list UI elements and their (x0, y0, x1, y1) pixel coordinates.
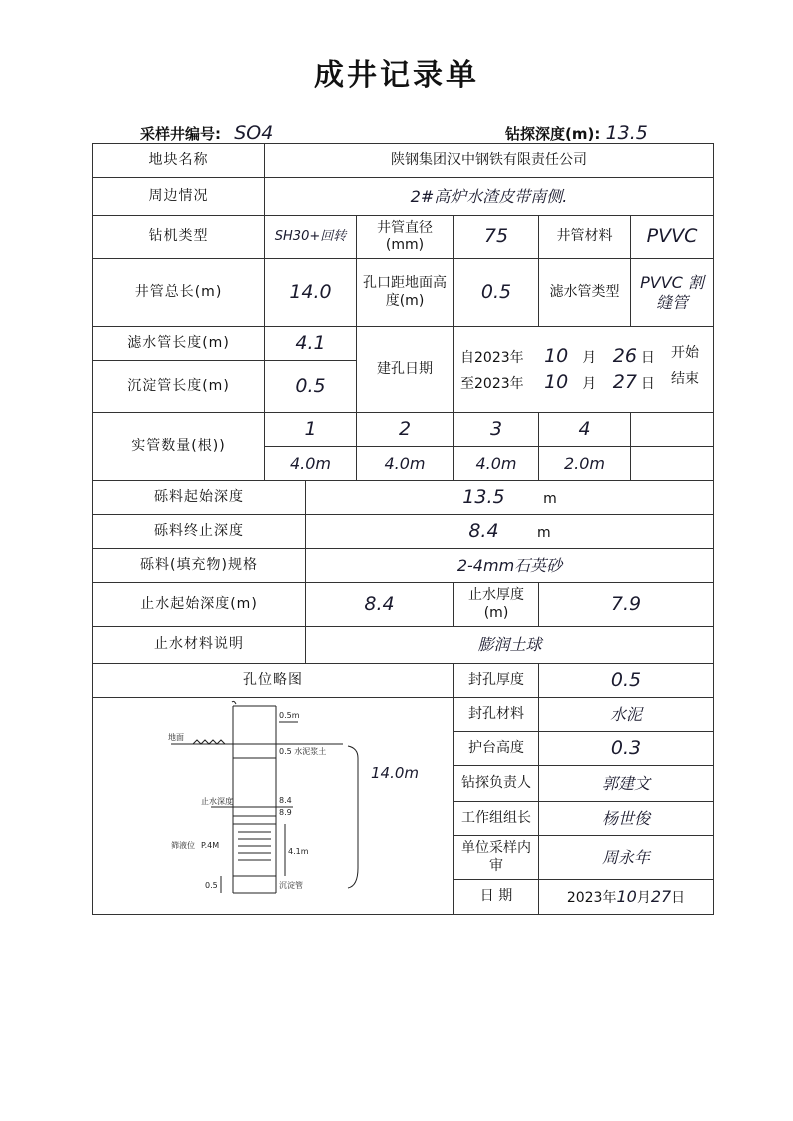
gravel-end-value: 8.4 (468, 519, 499, 542)
seal-material-value: 膨润土球 (306, 627, 714, 664)
gravel-spec-value: 2-4mm石英砂 (306, 549, 714, 583)
collar-height-label: 孔口距地面高度(m) (357, 259, 454, 327)
start-month: 10 (544, 344, 569, 367)
casing-lip-mark (232, 701, 236, 704)
reviewer-label: 单位采样内审 (454, 836, 539, 880)
solid-pipe-length-empty (631, 447, 714, 481)
pipe-material-label: 井管材料 (539, 216, 631, 259)
screen-length-label: 滤水管长度(m) (93, 327, 265, 361)
pad-height-label: 护台高度 (454, 732, 539, 766)
end-prefix: 至2023年 (460, 375, 524, 392)
borehole-sketch (93, 698, 445, 915)
sketch-screen-label: 筛液位 (171, 841, 195, 850)
date-year: 2023年 (566, 889, 617, 906)
gravel-start-cell (306, 481, 714, 515)
pipe-material-value: PVVC (631, 216, 714, 259)
surroundings-label: 周边情况 (93, 178, 265, 216)
date-label: 日 期 (454, 880, 539, 915)
sketch-d-89: 8.9 (279, 808, 292, 817)
gravel-start-label: 砾料起始深度 (93, 481, 306, 515)
date-value (539, 880, 714, 915)
start-prefix: 自2023年 (460, 349, 524, 366)
sketch-p4m: P.4M (201, 841, 220, 850)
solid-pipe-num-1: 1 (265, 413, 357, 447)
pipe-length-value: 14.0 (265, 259, 357, 327)
sketch-ground-label: 地面 (168, 733, 184, 742)
end-day: 27 (612, 370, 637, 393)
gravel-end-cell (306, 515, 714, 549)
solid-pipe-num-2: 2 (357, 413, 454, 447)
screen-type-label: 滤水管类型 (539, 259, 631, 327)
build-date-range (454, 327, 714, 413)
sketch-label: 孔位略图 (93, 664, 454, 698)
well-number-field (140, 122, 273, 144)
well-number-value: SO4 (234, 122, 274, 144)
end-month: 10 (544, 370, 569, 393)
gravel-spec-label: 砾料(填充物)规格 (93, 549, 306, 583)
well-record-table (92, 143, 714, 915)
sketch-total-depth: 14.0m (371, 764, 420, 782)
plug-material-label: 封孔材料 (454, 698, 539, 732)
solid-pipe-length-3: 4.0m (454, 447, 539, 481)
build-date-end (454, 371, 711, 395)
rig-type-value: SH30+回转 (265, 216, 357, 259)
driller-label: 钻探负责人 (454, 766, 539, 802)
solid-pipe-num-3: 3 (454, 413, 539, 447)
build-date-start (454, 345, 711, 369)
seal-start-label: 止水起始深度(m) (93, 583, 306, 627)
gravel-end-label: 砾料终止深度 (93, 515, 306, 549)
solid-pipe-length-2: 4.0m (357, 447, 454, 481)
gravel-end-unit: m (537, 524, 551, 541)
borehole-sketch-cell (93, 698, 454, 915)
start-day: 26 (612, 344, 637, 367)
rig-type-label: 钻机类型 (93, 216, 265, 259)
pipe-diameter-value: 75 (454, 216, 539, 259)
sump-length-label: 沉淀管长度(m) (93, 361, 265, 413)
ground-hatch (193, 740, 225, 744)
drill-depth-value: 13.5 (605, 122, 648, 144)
sketch-d-41: 4.1m (288, 847, 309, 856)
collar-height-value: 0.5 (454, 259, 539, 327)
surroundings-value: 2#高炉水渣皮带南侧. (265, 178, 714, 216)
site-name-label: 地块名称 (93, 144, 265, 178)
solid-pipe-num-4: 4 (539, 413, 631, 447)
solid-pipe-length-4: 2.0m (539, 447, 631, 481)
sketch-d-05m: 0.5m (279, 711, 300, 720)
date-day-char: 日 (671, 889, 686, 906)
sketch-d-05: 0.5 (205, 881, 218, 890)
solid-pipe-num-empty (631, 413, 714, 447)
drill-depth-label: 钻探深度(m): (505, 125, 601, 143)
pad-height-value: 0.3 (539, 732, 714, 766)
plug-material-value: 水泥 (539, 698, 714, 732)
plug-thickness-value: 0.5 (539, 664, 714, 698)
end-day-char: 日 (640, 375, 655, 392)
date-day: 27 (650, 886, 672, 906)
pipe-diameter-label: 井管直径(mm) (357, 216, 454, 259)
leader-value: 杨世俊 (539, 802, 714, 836)
driller-value: 郭建文 (539, 766, 714, 802)
seal-material-label: 止水材料说明 (93, 627, 306, 664)
sump-length-value: 0.5 (265, 361, 357, 413)
leader-label: 工作组组长 (454, 802, 539, 836)
gravel-start-value: 13.5 (462, 485, 505, 508)
start-label: 开始 (671, 344, 699, 361)
start-day-char: 日 (640, 349, 655, 366)
sketch-d-84: 8.4 (279, 796, 292, 805)
seal-thickness-label: 止水厚度(m) (454, 583, 539, 627)
seal-start-value: 8.4 (306, 583, 454, 627)
plug-thickness-label: 封孔厚度 (454, 664, 539, 698)
start-month-char: 月 (582, 349, 597, 366)
seal-thickness-value: 7.9 (539, 583, 714, 627)
end-month-char: 月 (582, 375, 597, 392)
end-label: 结束 (671, 370, 699, 387)
well-number-label: 采样井编号: (140, 125, 221, 143)
page-title: 成井记录单 (314, 58, 479, 93)
build-date-label: 建孔日期 (357, 327, 454, 413)
site-name-value: 陕钢集团汉中钢铁有限责任公司 (265, 144, 714, 178)
date-month: 10 (616, 886, 637, 906)
pipe-length-label: 井管总长(m) (93, 259, 265, 327)
drill-depth-field (505, 122, 648, 144)
screen-type-value: PVVC 割缝管 (631, 259, 714, 327)
gravel-start-unit: m (543, 490, 557, 507)
sketch-sump-label: 沉淀管 (279, 881, 303, 890)
screen-length-value: 4.1 (265, 327, 357, 361)
total-depth-brace (348, 746, 358, 888)
solid-pipe-label: 实管数量(根)) (93, 413, 265, 481)
sketch-water-label: 止水深度 (201, 797, 233, 806)
sketch-grout-label: 0.5 水泥浆土 (279, 747, 327, 756)
solid-pipe-length-1: 4.0m (265, 447, 357, 481)
date-month-char: 月 (636, 889, 651, 906)
reviewer-value: 周永年 (539, 836, 714, 880)
